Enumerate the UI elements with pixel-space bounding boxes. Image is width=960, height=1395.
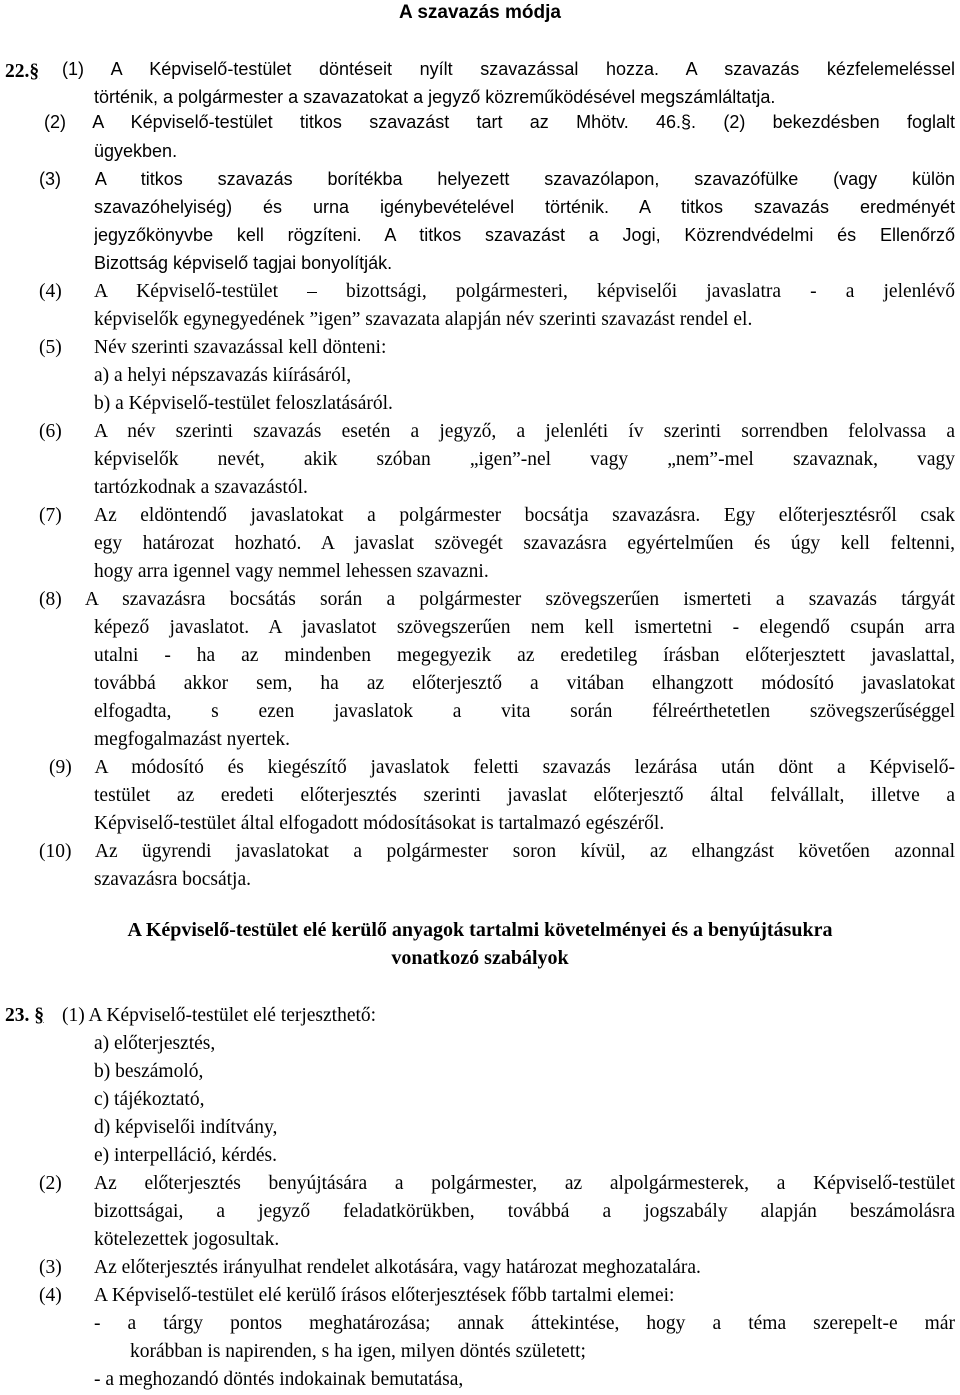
s23-p2-line3: kötelezettek jogosultak. — [94, 1229, 280, 1250]
s23-p4-number: (4) — [39, 1285, 62, 1306]
s23-p4-line4: - a meghozandó döntés indokainak bemutatása, — [94, 1369, 464, 1390]
s22-p3-line4: Bizottság képviselő tagjai bonyolítják. — [94, 253, 393, 273]
s22-p4-number: (4) — [39, 281, 62, 302]
s22-p4-line1: A Képviselő-testület – bizottsági, polgármesteri, képviselői javaslatra - a jelenlévő — [94, 281, 955, 302]
s22-p1-line1: (1) A Képviselő-testület döntéseit nyílt szavazással hozza. A szavazás kézfelemeléssel — [62, 59, 955, 79]
s22-p2-line2: ügyekben. — [94, 141, 178, 161]
s22-p6-line1: A név szerinti szavazás esetén a jegyző, a jelenléti ív szerinti sorrendben felolvassa a — [94, 421, 955, 442]
s22-p8-line3: utalni - ha az mindenben megegyezik az eredetileg írásban előterjesztett javaslattal, — [94, 645, 955, 666]
s23-p4-line1: A Képviselő-testület elé kerülő írásos előterjesztések főbb tartalmi elemei: — [94, 1285, 675, 1306]
s23-p1-item-e: e) interpelláció, kérdés. — [94, 1145, 277, 1166]
materials-heading-line1: A Képviselő-testület elé kerülő anyagok tartalmi követelményei és a benyújtásukra — [127, 919, 833, 941]
s22-p6-number: (6) — [39, 421, 62, 442]
s22-p7-line2: egy határozat hozható. A javaslat szövegét szavazásra egyértelműen és úgy kell feltenni, — [94, 533, 955, 554]
s22-p9-line3: Képviselő-testület által elfogadott módosításokat is tartalmazó egészéről. — [94, 813, 665, 834]
s22-p8-line5: elfogadta, s ezen javaslatok a vita során félreérthetetlen szövegszerűséggel — [94, 701, 955, 722]
s23-p4-line2: - a tárgy pontos meghatározása; annak áttekintése, hogy a téma szerepelt-e már — [94, 1313, 955, 1334]
section-22-number — [5, 61, 39, 83]
s22-p7-line3: hogy arra igennel vagy nemmel lehessen szavazni. — [94, 561, 489, 582]
s22-p6-line3: tartózkodnak a szavazástól. — [94, 477, 308, 498]
s22-p8-line6: megfogalmazást nyertek. — [94, 729, 290, 750]
s22-p8-line1: (8) A szavazásra bocsátás során a polgármester szövegszerűen ismerteti a szavazás tárgyát — [39, 589, 955, 610]
section-23-sign: § — [34, 1005, 44, 1026]
s22-p5-number: (5) — [39, 337, 62, 358]
s22-p3-line1: (3) A titkos szavazás borítékba helyezett szavazólapon, szavazófülke (vagy külön — [39, 169, 955, 189]
s23-p1-intro: (1) A Képviselő-testület elé terjeszthető: — [62, 1005, 377, 1026]
s22-p4-line2: képviselők egynegyedének ”igen” szavazata alapján név szerinti szavazást rendel el. — [94, 309, 753, 330]
s23-p3-line1: Az előterjesztés irányulhat rendelet alkotására, vagy határozat meghozatalára. — [94, 1257, 701, 1278]
s23-p1-item-d: d) képviselői indítvány, — [94, 1117, 278, 1138]
s22-p3-line3: jegyzőkönyvbe kell rögzíteni. A titkos szavazást a Jogi, Közrendvédelmi és Ellenőrző — [94, 225, 955, 245]
s23-p1-item-c: c) tájékoztató, — [94, 1089, 205, 1110]
s22-p1-line2: történik, a polgármester a szavazatokat a jegyző közreműködésével megszámláltatja. — [94, 87, 776, 107]
s22-p7-number: (7) — [39, 505, 62, 526]
section-22-sign: § — [29, 61, 40, 82]
s22-p7-line1: Az eldöntendő javaslatokat a polgármester bocsátja szavazásra. Egy előterjesztésről csak — [94, 505, 955, 526]
s22-p8-line2: képező javaslatot. A javaslatot szövegszerűen nem kell ismertetni - elegendő csupán arra — [94, 617, 955, 638]
s22-p5-line2: a) a helyi népszavazás kiírásáról, — [94, 365, 352, 386]
materials-heading-line2: vonatkozó szabályok — [391, 947, 569, 969]
s22-p9-line2: testület az eredeti előterjesztés szerinti javaslat előterjesztő által felvállalt, illetve a — [94, 785, 955, 806]
s22-p3-line2: szavazóhelyiség) és urna igénybevételével történik. A titkos szavazás eredményét — [94, 197, 955, 217]
s23-p2-number: (2) — [39, 1173, 62, 1194]
s23-p2-line2: bizottságai, a jegyző feladatkörükben, továbbá a jogszabály alapján beszámolásra — [94, 1201, 955, 1222]
s22-p9-line1: (9) A módosító és kiegészítő javaslatok feletti szavazás lezárása után dönt a Képviselő- — [49, 757, 955, 778]
s22-p10-line1: (10) Az ügyrendi javaslatokat a polgármester soron kívül, az elhangzást követően azonnal — [39, 841, 955, 862]
s22-p5-line3: b) a Képviselő-testület feloszlatásáról. — [94, 393, 393, 414]
s23-p1-item-b: b) beszámoló, — [94, 1061, 204, 1082]
s22-p8-line4: továbbá akkor sem, ha az előterjesztő a vitában elhangzott módosító javaslatokat — [94, 673, 955, 694]
section-23-number — [5, 1005, 44, 1027]
s23-p4-line3: korábban is napirenden, s ha igen, milyen döntés született; — [130, 1341, 586, 1362]
s22-p5-line1: Név szerinti szavazással kell dönteni: — [94, 337, 387, 358]
s23-p1-item-a: a) előterjesztés, — [94, 1033, 216, 1054]
s23-p2-line1: Az előterjesztés benyújtására a polgármester, az alpolgármesterek, a Képviselő-testület — [94, 1173, 955, 1194]
s22-p10-line2: szavazásra bocsátja. — [94, 869, 251, 890]
s22-p6-line2: képviselők nevét, akik szóban „igen”-nel vagy „nem”-mel szavaznak, vagy — [94, 449, 955, 470]
s23-p3-number: (3) — [39, 1257, 62, 1278]
voting-section-heading: A szavazás módja — [399, 2, 561, 23]
section-22-num-text: 22. — [5, 61, 30, 82]
s22-p2-line1: (2) A Képviselő-testület titkos szavazást tart az Mhötv. 46.§. (2) bekezdésben foglalt — [44, 112, 955, 132]
section-23-num-text: 23. — [5, 1005, 30, 1026]
